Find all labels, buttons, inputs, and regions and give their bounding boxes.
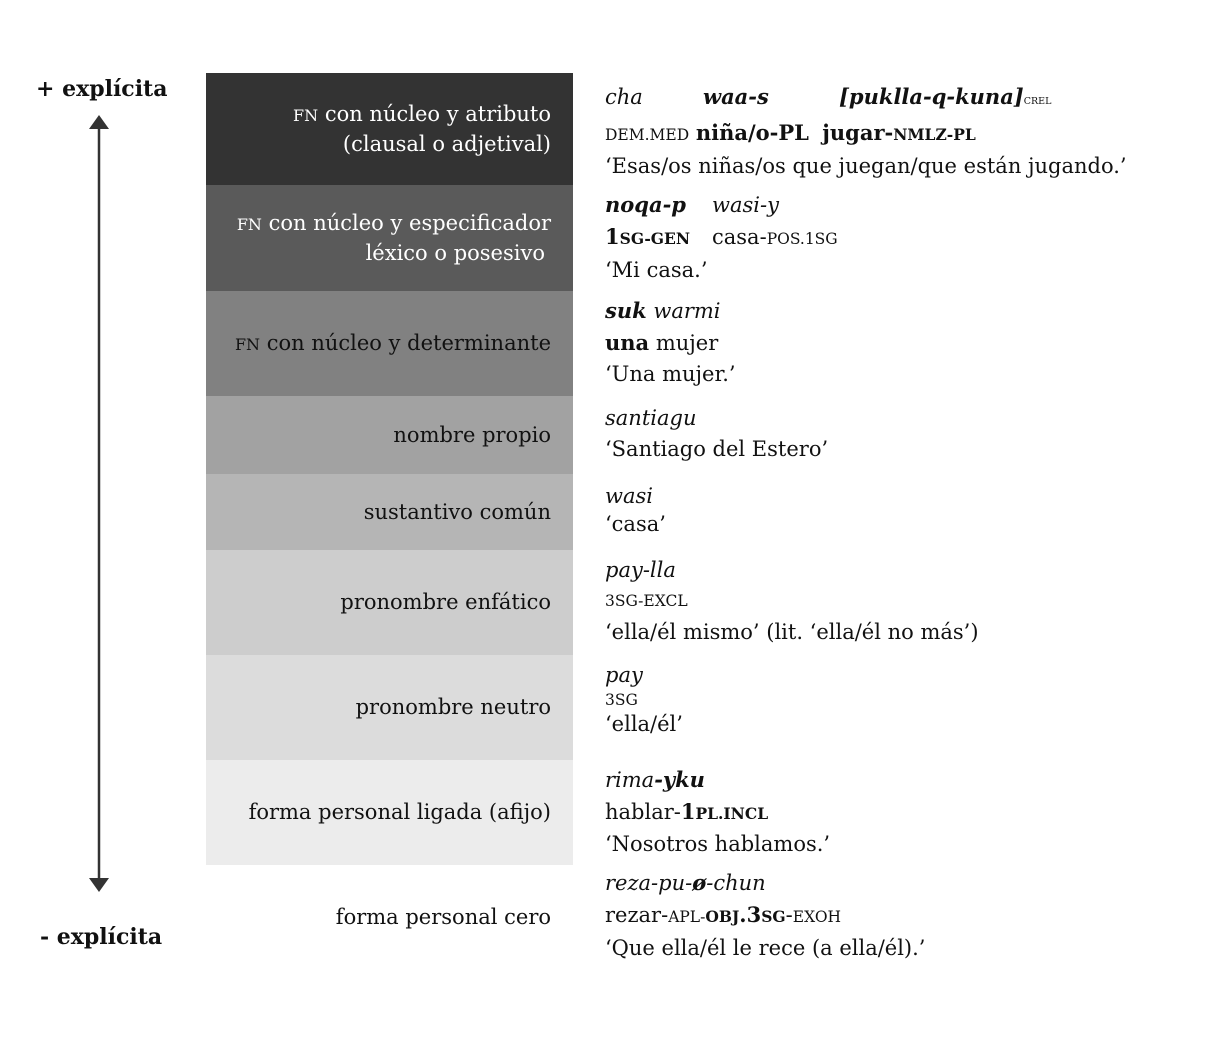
band-label [237, 208, 551, 269]
band-label: pronombre enfático [340, 590, 551, 615]
band-label: forma personal ligada (afijo) [248, 800, 551, 825]
quechua-word: warmi [653, 299, 721, 323]
gloss: - [785, 903, 793, 927]
example-quechua-line [605, 295, 736, 327]
band-label: nombre propio [393, 422, 551, 447]
band-forma-ligada [206, 760, 573, 865]
band-fn-atributo [206, 73, 573, 185]
band-pronombre-enfatico [206, 550, 573, 655]
gloss-abbrev: OBJ [705, 907, 740, 926]
example-translation: ‘Santiago del Estero’ [605, 437, 829, 461]
example-pronombre-neutro [605, 662, 683, 738]
band-pronombre-neutro [206, 655, 573, 760]
gloss: casa- [712, 225, 767, 249]
example-forma-ligada [605, 764, 830, 860]
arrow-down-icon [89, 878, 109, 892]
example-gloss-line: 3SG [605, 691, 638, 709]
quechua-word: wasi-y [712, 193, 779, 217]
arrow-up-icon [89, 115, 109, 129]
axis-bottom-label: - explícita [40, 924, 163, 950]
gloss: jugar- [822, 120, 894, 145]
explicitness-axis-arrow [84, 112, 114, 896]
band-label-fn: FN [293, 105, 319, 125]
example-translation: ‘Mi casa.’ [605, 258, 708, 282]
band-forma-cero [206, 865, 573, 969]
band-label-text: con núcleo y determinante [260, 331, 551, 356]
example-sustantivo-comun [605, 482, 666, 538]
band-label [293, 99, 551, 160]
band-label: pronombre neutro [355, 695, 551, 720]
gloss: niña/o-PL [695, 120, 809, 145]
band-label: sustantivo común [363, 499, 551, 524]
band-nombre-propio [206, 396, 573, 474]
example-gloss-line [605, 899, 925, 933]
example-quechua-line [605, 81, 1127, 117]
example-quechua-line [605, 764, 830, 796]
gloss-abbrev: NMLZ-PL [893, 125, 976, 144]
gloss-abbrev: PL.INCL [695, 804, 769, 823]
example-forma-cero [605, 867, 925, 964]
band-sustantivo-comun [206, 474, 573, 550]
example-quechua-line: wasi [605, 484, 653, 508]
band-fn-determinante [206, 291, 573, 396]
quechua-word: [puklla-q-kuna] [839, 84, 1024, 109]
gloss: 1 [605, 224, 620, 249]
example-quechua-line [605, 189, 838, 221]
example-gloss-line [605, 117, 1127, 151]
band-label-line2: (clausal o adjetival) [342, 132, 551, 156]
example-nombre-propio [605, 403, 828, 465]
gloss-abbrev: EXOH [792, 908, 842, 926]
gloss: .3 [739, 902, 762, 927]
quechua-word: -chun [706, 871, 766, 895]
example-fn-especificador [605, 189, 838, 286]
band-label-fn: FN [234, 335, 261, 355]
quechua-word: waa-s [703, 84, 769, 109]
example-gloss-line [605, 221, 838, 255]
quechua-word: noqa-p [605, 192, 686, 217]
example-quechua-line: pay-lla [605, 558, 676, 582]
clause-subscript: CREL [1023, 96, 1052, 107]
example-quechua-line: pay [605, 663, 643, 687]
example-translation: ‘Nosotros hablamos.’ [605, 832, 831, 856]
gloss: rezar- [605, 903, 669, 927]
example-translation: ‘Que ella/él le rece (a ella/él).’ [605, 936, 926, 960]
quechua-word: suk [605, 298, 647, 323]
example-translation: ‘Una mujer.’ [605, 362, 736, 386]
example-gloss-line: 3SG-EXCL [605, 592, 688, 610]
gloss: una [605, 330, 650, 355]
quechua-word: reza-pu- [605, 871, 693, 895]
example-quechua-line [605, 867, 925, 899]
example-gloss-line [605, 327, 736, 359]
gloss-abbrev: SG-GEN [619, 229, 690, 248]
example-gloss-line [605, 796, 830, 829]
gloss: mujer [655, 331, 719, 355]
example-quechua-line: santiagu [605, 406, 697, 430]
example-fn-determinante [605, 295, 736, 390]
gloss: 1 [680, 799, 696, 824]
gloss-abbrev: POS.1SG [766, 230, 838, 248]
gloss: hablar- [605, 800, 681, 824]
band-label-text: con núcleo y atributo [318, 101, 551, 126]
axis-top-label: + explícita [36, 76, 168, 102]
band-label-line2: léxico o posesivo [365, 241, 545, 265]
example-translation: ‘ella/él’ [605, 712, 683, 736]
gloss: DEM.MED [605, 126, 690, 144]
band-label [235, 328, 551, 358]
quechua-word: cha [605, 85, 643, 109]
example-fn-atributo [605, 81, 1127, 182]
band-label-fn: FN [236, 214, 262, 234]
band-label-text: con núcleo y especificador [261, 210, 551, 235]
example-translation: ‘casa’ [605, 512, 666, 536]
quechua-word: rima [605, 768, 655, 792]
gloss-abbrev: SG [761, 907, 786, 926]
quechua-word: -yku [654, 767, 705, 792]
gloss-abbrev: APL- [668, 908, 706, 926]
example-pronombre-enfatico [605, 555, 979, 648]
band-fn-especificador [206, 185, 573, 291]
example-translation: ‘Esas/os niñas/os que juegan/que están jugando.’ [605, 154, 1127, 178]
example-translation: ‘ella/él mismo’ (lit. ‘ella/él no más’) [605, 620, 979, 644]
quechua-word: ø [692, 870, 707, 895]
band-label: forma personal cero [335, 904, 551, 929]
